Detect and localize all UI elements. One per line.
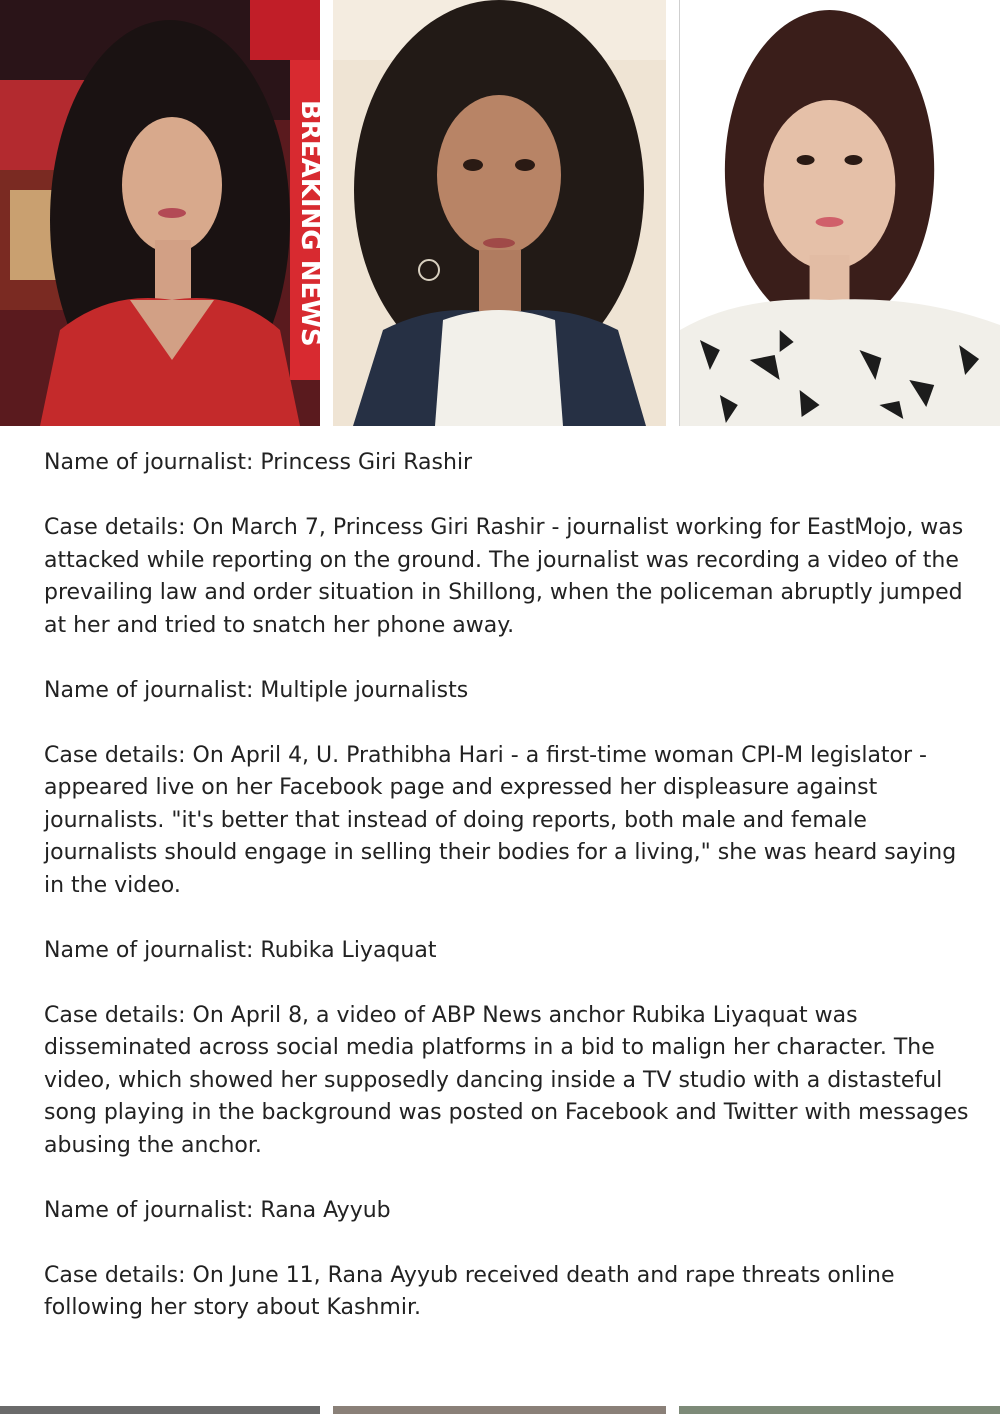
journalist-photo-3 bbox=[679, 0, 1000, 426]
journalist-photo-2 bbox=[333, 0, 666, 426]
next-photos-edge bbox=[0, 1406, 1000, 1414]
entry-3-name: Name of journalist: Rubika Liyaquat bbox=[44, 937, 437, 963]
journalist-photo-1 bbox=[0, 0, 325, 426]
entry-2-details: Case details: On April 4, U. Prathibha Hari - a first-time woman CPI-M legislator - appeared live on her Facebook page and expressed her displeasure against journalists. "it's better that instead of doing reports, both male and female journalists should engage in selling their bodies for a living," she was heard saying in the video. bbox=[44, 742, 957, 898]
next-photo-edge-1 bbox=[0, 1406, 320, 1414]
entry-3-details: Case details: On April 8, a video of ABP News anchor Rubika Liyaquat was disseminated across social media platforms in a bid to malign her character. The video, which showed her supposedly dancing inside a TV studio with a distasteful song playing in the background was posted on Facebook and Twitter with messages abusing the anchor. bbox=[44, 1002, 969, 1158]
next-photo-edge-3 bbox=[679, 1406, 1000, 1414]
entry-1-details: Case details: On March 7, Princess Giri Rashir - journalist working for EastMojo, was attacked while reporting on the ground. The journalist was recording a video of the prevailing law and order situation in Shillong, when the policeman abruptly jumped at her and tried to snatch her phone away. bbox=[44, 515, 964, 638]
photo-1-image bbox=[0, 0, 325, 426]
photo-1-backdrop-text: BREAKING NEWS bbox=[295, 100, 325, 347]
entry-2-name: Name of journalist: Multiple journalists bbox=[44, 677, 469, 703]
entry-1-name: Name of journalist: Princess Giri Rashir bbox=[44, 450, 473, 475]
entry-4-name: Name of journalist: Rana Ayyub bbox=[44, 1197, 391, 1223]
next-photo-edge-2 bbox=[333, 1406, 666, 1414]
photo-row bbox=[0, 0, 1000, 426]
entry-4-details: Case details: On June 11, Rana Ayyub received death and rape threats online following her story about Kashmir. bbox=[44, 1262, 895, 1320]
article-body bbox=[44, 447, 969, 1357]
photo-2-image bbox=[333, 0, 666, 426]
photo-3-image bbox=[680, 0, 1000, 426]
